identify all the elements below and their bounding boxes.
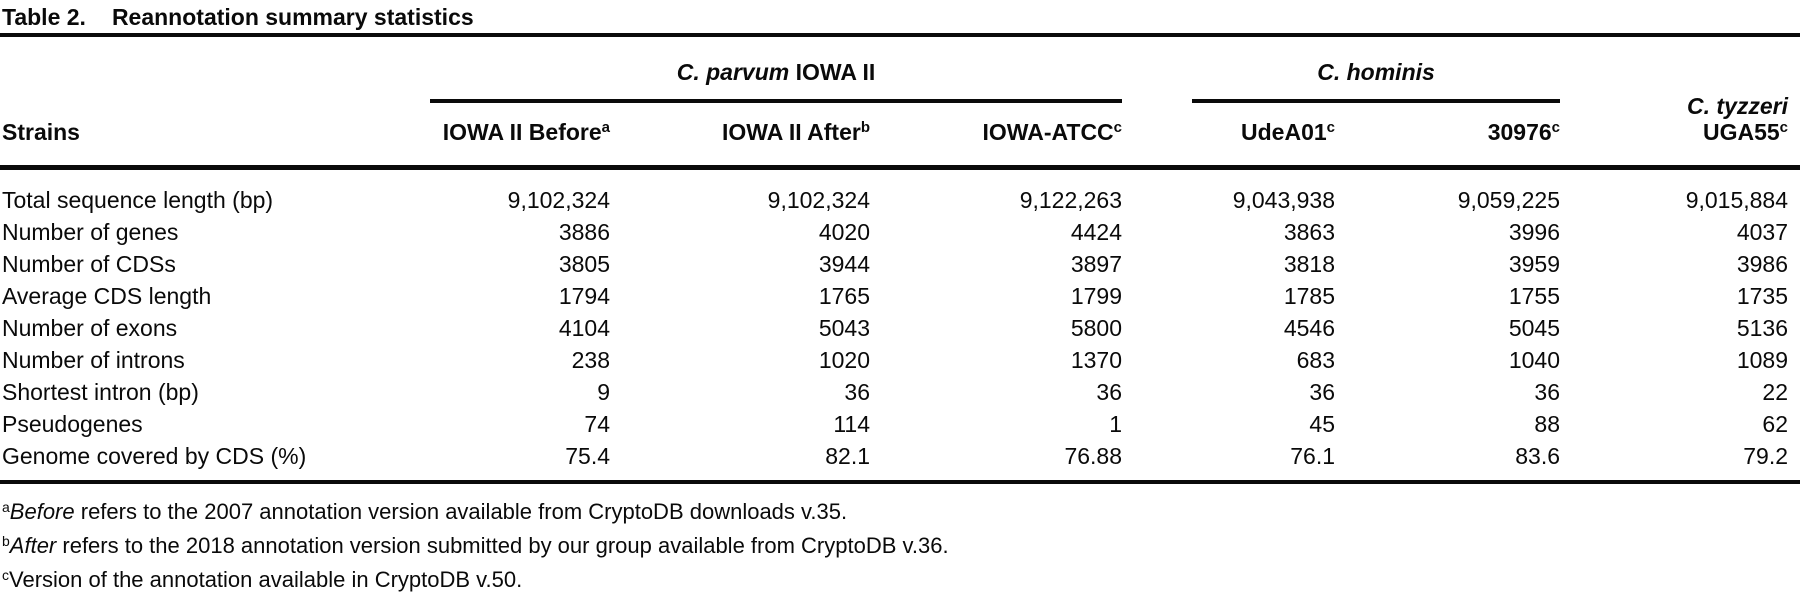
- cell-value: 88: [1534, 411, 1561, 437]
- cell-value: 1: [1109, 411, 1123, 437]
- cell-value: 3996: [1508, 219, 1561, 245]
- cell-value: 1735: [1736, 283, 1789, 309]
- cell-value: 1755: [1508, 283, 1561, 309]
- table-row: [0, 440, 1800, 482]
- row-label: Genome covered by CDS (%): [0, 440, 430, 482]
- cell-value: 76.1: [1122, 440, 1335, 482]
- footnote-marker: c: [1551, 119, 1561, 136]
- cell-value: 9,015,884: [1685, 187, 1789, 213]
- table-row: [0, 216, 1800, 248]
- cell-value: 82.1: [610, 440, 870, 482]
- row-label: Number of CDSs: [2, 251, 176, 277]
- footnote-marker: c: [2, 567, 9, 583]
- footnote-b: [2, 529, 1800, 563]
- footnote-marker: c: [1326, 119, 1336, 136]
- cell-value: 3886: [558, 219, 610, 245]
- cell-value: 36: [1096, 379, 1123, 405]
- column-header-udea01: [1122, 103, 1335, 168]
- species-name-c-hominis: C. hominis: [1317, 59, 1435, 85]
- cell-value: 3818: [1283, 251, 1336, 277]
- group-label-rest: IOWA II: [789, 59, 876, 85]
- footnote-marker: c: [1113, 119, 1123, 136]
- table-row: [0, 376, 1800, 408]
- cell-value: 76.88: [870, 440, 1122, 482]
- cell-value: 9: [597, 379, 610, 405]
- cell-value: 9,059,225: [1457, 187, 1561, 213]
- cell-value: 1794: [558, 283, 610, 309]
- cell-value: 4037: [1736, 219, 1789, 245]
- table-row: [0, 408, 1800, 440]
- cell-value: 83.6: [1335, 440, 1560, 482]
- column-label: IOWA II After: [721, 119, 861, 145]
- row-label: Total sequence length (bp): [2, 187, 274, 213]
- column-header-30976: [1335, 103, 1560, 168]
- cell-value: 1765: [818, 283, 870, 309]
- cell-value: 114: [833, 411, 870, 437]
- cell-value: 9,102,324: [767, 187, 870, 213]
- row-label: Number of introns: [2, 347, 185, 373]
- table-number: Table 2.: [2, 4, 86, 30]
- column-label: IOWA-ATCC: [982, 119, 1114, 145]
- footnote-text: Version of the annotation available in CryptoDB v.50.: [9, 567, 523, 592]
- strain-name-uga55: [1560, 119, 1788, 145]
- cell-value: 5043: [818, 315, 870, 341]
- footnotes: [0, 495, 1800, 597]
- cell-value: 3897: [1070, 251, 1123, 277]
- footnote-a: [2, 495, 1800, 529]
- column-header-iowa-atcc: [870, 103, 1122, 168]
- cell-value: 36: [1309, 379, 1336, 405]
- cell-value: 22: [1762, 379, 1789, 405]
- cell-value: 9,043,938: [1232, 187, 1336, 213]
- column-label: UdeA01: [1241, 119, 1327, 145]
- footnote-term: Before: [9, 499, 75, 524]
- cell-value: 5136: [1736, 315, 1789, 341]
- reannotation-stats-table: [0, 37, 1800, 484]
- footnote-marker: a: [2, 499, 10, 515]
- cell-value: 36: [844, 379, 870, 405]
- cell-value: 3944: [818, 251, 870, 277]
- species-name-c-parvum: C. parvum: [676, 59, 790, 85]
- cell-value: 1089: [1736, 347, 1789, 373]
- cell-value: 5045: [1508, 315, 1561, 341]
- group-label-c-parvum: [430, 59, 1122, 103]
- footnote-marker: c: [1779, 119, 1789, 136]
- cell-value: 75.4: [430, 440, 610, 482]
- cell-value: 5800: [1070, 315, 1123, 341]
- cell-value: 3986: [1736, 251, 1789, 277]
- cell-value: 1020: [818, 347, 870, 373]
- cell-value: 1799: [1070, 283, 1123, 309]
- table-caption: [0, 4, 1800, 30]
- footnote-text: refers to the 2018 annotation version submitted by our group available from CryptoDB v.36.: [56, 533, 949, 558]
- table-row: [0, 168, 1800, 217]
- cell-value: 79.2: [1560, 440, 1800, 482]
- group-header-c-hominis: [1122, 37, 1560, 103]
- cell-value: 36: [1534, 379, 1561, 405]
- cell-value: 45: [1309, 411, 1336, 437]
- cell-value: 3805: [558, 251, 610, 277]
- column-header-iowa-ii-before: [430, 103, 610, 168]
- cell-value: 1040: [1508, 347, 1561, 373]
- column-label: 30976: [1487, 119, 1552, 145]
- footnote-term: After: [9, 533, 57, 558]
- table-title: Reannotation summary statistics: [111, 4, 474, 30]
- row-label: Shortest intron (bp): [2, 379, 199, 405]
- footnote-marker: a: [601, 119, 610, 136]
- table-row: [0, 344, 1800, 376]
- footnote-marker: b: [2, 533, 10, 549]
- column-label: IOWA II Before: [442, 119, 602, 145]
- strain-label: UGA55: [1702, 119, 1780, 145]
- species-name-c-tyzzeri: C. tyzzeri: [1687, 93, 1789, 119]
- cell-value: 1785: [1283, 283, 1336, 309]
- cell-value: 1370: [1070, 347, 1123, 373]
- cell-value: 9,122,263: [1019, 187, 1123, 213]
- footnote-marker: b: [860, 119, 870, 136]
- group-header-c-parvum: [430, 37, 1122, 103]
- cell-value: 3863: [1283, 219, 1336, 245]
- table-row: [0, 312, 1800, 344]
- column-header-strains: Strains: [0, 37, 430, 168]
- row-label: Number of exons: [2, 315, 178, 341]
- row-label: Pseudogenes: [2, 411, 143, 437]
- footnote-c: [2, 563, 1800, 597]
- cell-value: 4104: [558, 315, 610, 341]
- row-label: Average CDS length: [2, 283, 212, 309]
- cell-value: 683: [1296, 347, 1336, 373]
- table-header: [0, 37, 1800, 168]
- table-row: [0, 248, 1800, 280]
- column-header-c-tyzzeri-uga55: [1560, 37, 1800, 168]
- footnote-text: refers to the 2007 annotation version available from CryptoDB downloads v.35.: [74, 499, 848, 524]
- row-label: Number of genes: [2, 219, 179, 245]
- cell-value: 9,102,324: [507, 187, 610, 213]
- group-label-c-hominis: [1192, 59, 1560, 103]
- table-row: [0, 280, 1800, 312]
- group-header-row: [0, 37, 1800, 103]
- cell-value: 74: [584, 411, 610, 437]
- cell-value: 62: [1762, 411, 1789, 437]
- table-body: [0, 168, 1800, 483]
- cell-value: 4020: [818, 219, 870, 245]
- cell-value: 4424: [1070, 219, 1123, 245]
- cell-value: 238: [571, 347, 610, 373]
- column-header-iowa-ii-after: [610, 103, 870, 168]
- cell-value: 3959: [1508, 251, 1561, 277]
- cell-value: 4546: [1283, 315, 1336, 341]
